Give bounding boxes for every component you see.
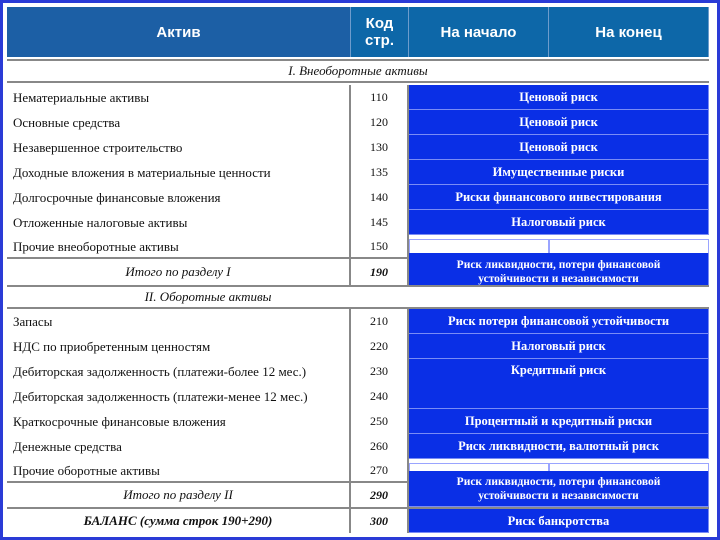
risk-cell: Ценовой риск	[409, 85, 709, 110]
table-row	[7, 160, 709, 185]
risk-cell: Процентный и кредитный риски	[409, 409, 709, 434]
total-name: Итого по разделу I	[7, 259, 351, 285]
risk-cell: Ценовой риск	[409, 110, 709, 135]
row-name: Запасы	[7, 309, 351, 334]
empty-cell	[549, 239, 709, 254]
row-code: 140	[351, 185, 409, 210]
header-asset: Актив	[7, 7, 351, 57]
row-code: 240	[351, 384, 409, 409]
row-code: 220	[351, 334, 409, 359]
header-end: На конец	[549, 7, 709, 57]
risk-cell: Риск ликвидности, потери финансовой устойчивости и независимости	[409, 253, 709, 291]
row-name: Основные средства	[7, 110, 351, 135]
header-code: Код стр.	[351, 7, 409, 57]
row-name: Денежные средства	[7, 434, 351, 459]
table-row	[7, 85, 709, 110]
row-code: 150	[351, 235, 409, 258]
table-row	[7, 210, 709, 235]
row-name: Прочие внеоборотные активы	[7, 235, 351, 258]
row-code: 260	[351, 434, 409, 459]
row-code: 120	[351, 110, 409, 135]
row-name: Дебиторская задолженность (платежи-менее 12 мес.)	[7, 384, 351, 409]
balance-code: 300	[351, 509, 409, 533]
row-code: 230	[351, 359, 409, 384]
table-row	[7, 334, 709, 359]
section-row	[7, 59, 709, 83]
row-code: 210	[351, 309, 409, 334]
row-name: Нематериальные активы	[7, 85, 351, 110]
table-row	[7, 185, 709, 210]
total-code: 290	[351, 483, 409, 507]
row-name: Отложенные налоговые активы	[7, 210, 351, 235]
table-row	[7, 434, 709, 459]
balance-name: БАЛАНС (сумма строк 190+290)	[7, 509, 351, 533]
row-name: Прочие оборотные активы	[7, 459, 351, 482]
risk-merged-row	[7, 359, 709, 409]
row-code: 130	[351, 135, 409, 160]
risk-cell: Налоговый риск	[409, 334, 709, 359]
risk-cell: Риск ликвидности, потери финансовой устойчивости и независимости	[409, 471, 709, 507]
row-name: Доходные вложения в материальные ценности	[7, 160, 351, 185]
table-row	[7, 475, 709, 507]
risk-cell: Риск ликвидности, валютный риск	[409, 434, 709, 459]
row-name: НДС по приобретенным ценностям	[7, 334, 351, 359]
table-row	[7, 259, 709, 285]
table-row	[7, 509, 709, 533]
row-code: 135	[351, 160, 409, 185]
risk-cell: Риск банкротства	[409, 509, 709, 533]
section-row	[7, 285, 709, 309]
row-code: 110	[351, 85, 409, 110]
table-header	[7, 7, 709, 57]
risk-cell: Риск потери финансовой устойчивости	[409, 309, 709, 334]
row-code: 145	[351, 210, 409, 235]
empty-cell	[409, 239, 549, 254]
section-1-title: I. Внеоборотные активы	[7, 59, 709, 83]
table-row	[7, 110, 709, 135]
row-code: 270	[351, 459, 409, 482]
header-start: На начало	[409, 7, 549, 57]
row-name: Краткосрочные финансовые вложения	[7, 409, 351, 434]
table-row	[7, 409, 709, 434]
total-name: Итого по разделу II	[7, 483, 351, 507]
row-name: Дебиторская задолженность (платежи-более 12 мес.)	[7, 359, 351, 384]
table-row	[7, 309, 709, 334]
section-2-title: II. Оборотные активы	[7, 285, 409, 309]
risk-cell: Кредитный риск	[409, 359, 709, 409]
total-code: 190	[351, 259, 409, 285]
risk-cell: Налоговый риск	[409, 210, 709, 235]
section-blank	[409, 285, 709, 309]
row-code: 250	[351, 409, 409, 434]
risk-cell: Имущественные риски	[409, 160, 709, 185]
table-row	[7, 135, 709, 160]
risk-cell: Ценовой риск	[409, 135, 709, 160]
row-name: Долгосрочные финансовые вложения	[7, 185, 351, 210]
risk-cell: Риски финансового инвестирования	[409, 185, 709, 210]
row-name: Незавершенное строительство	[7, 135, 351, 160]
